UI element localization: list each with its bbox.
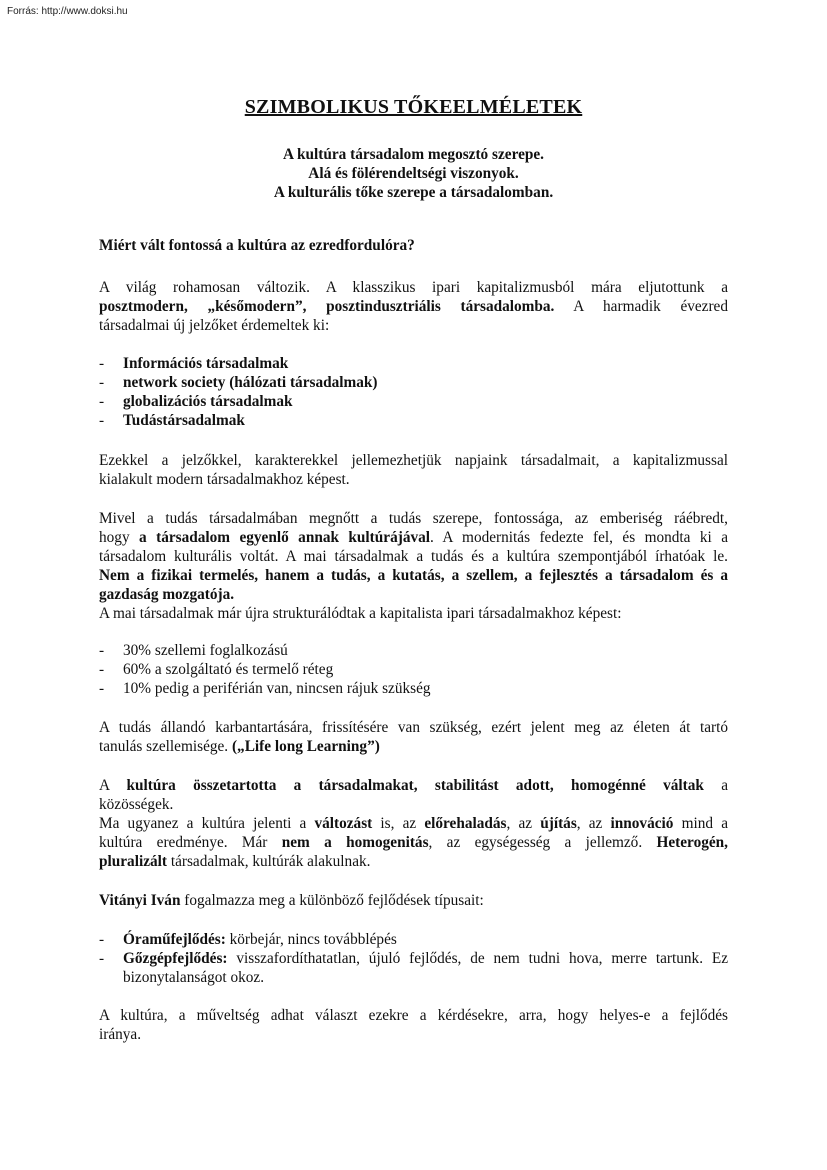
p7-line-1: A kultúra, a műveltség adhat választ ezekre a kérdésekre, arra, hogy helyes-e a fejlődés (99, 1007, 728, 1024)
p5-bold: Heterogén, (656, 834, 728, 851)
p5-bold: változást (314, 815, 373, 832)
p1-text: A harmadik évezred (554, 298, 728, 315)
p3-line-1: Mivel a tudás társadalmában megnőtt a tudás szerepe, fontossága, az emberiség ráébredt, (99, 510, 728, 527)
p3-line-5 (99, 585, 728, 604)
p1-line-1: A világ rohamosan változik. A klasszikus ipari kapitalizmusból mára eljutottunk a (99, 279, 728, 296)
list-item-text: Információs társadalmak (123, 355, 289, 372)
p5-bold: innováció (610, 815, 674, 832)
p5-line-1 (99, 776, 728, 795)
list-item-text: network society (hálózati társadalmak) (123, 374, 378, 391)
list-society-types (99, 354, 728, 430)
p3-bold: a társadalom egyenlő annak kultúrájával (139, 529, 431, 546)
p5-bold: kultúra összetartotta a társadalmakat, stabilitást adott, homogénné váltak (126, 777, 704, 794)
list-item-text: körbejár, nincs továbblépés (225, 931, 397, 948)
p5-text: Ma ugyanez a kultúra jelenti a (99, 815, 315, 832)
list-item (99, 373, 728, 392)
list-item-text: 10% pedig a periférián van, nincsen rájuk szükség (123, 680, 431, 697)
p5-text: a (703, 777, 728, 794)
p7-line-2: iránya. (99, 1026, 142, 1043)
dash-mark: - (99, 412, 105, 429)
paragraph-4 (99, 718, 728, 756)
list-development-types (99, 930, 728, 987)
p3-bold: Nem a fizikai termelés, hanem a tudás, a kutatás, a szellem, a fejlesztés a társadalom és a (99, 567, 728, 584)
list-item (99, 392, 728, 411)
p6-text: fogalmazza meg a különböző fejlődések típusait: (180, 892, 484, 909)
paragraph-7 (99, 1006, 728, 1044)
list-item-term: Gőzgépfejlődés: (123, 950, 228, 967)
dash-mark: - (99, 393, 105, 410)
p5-text: A (99, 777, 127, 794)
p5-bold: előrehaladás (424, 815, 507, 832)
dash-mark: - (99, 661, 105, 678)
p5-line-4 (99, 833, 728, 852)
paragraph-2 (99, 451, 728, 489)
list-structure (99, 641, 728, 698)
p3-line-3: társadalom kulturális voltát. A mai társadalmak a tudás és a kultúra szempontjából írhatóak le. (99, 548, 728, 565)
p3-line-4 (99, 566, 728, 585)
p2-line-2: kialakult modern társadalmakhoz képest. (99, 471, 350, 488)
p3-text: hogy (99, 529, 140, 546)
paragraph-1 (99, 278, 728, 335)
question-heading: Miért vált fontossá a kultúra az ezredfordulóra? (99, 237, 415, 254)
p6-line-1 (99, 891, 728, 910)
dash-mark: - (99, 950, 105, 967)
list-item-term: Óraműfejlődés: (123, 931, 226, 948)
p5-bold: nem a homogenitás (281, 834, 429, 851)
p5-line-5 (99, 852, 728, 871)
list-item-text: Tudástársadalmak (123, 412, 245, 429)
p3-line-2 (99, 528, 728, 547)
list-item (99, 949, 728, 987)
subtitle-3: A kulturális tőke szerepe a társadalomban. (273, 184, 554, 201)
list-item (99, 411, 728, 430)
list-item-text: globalizációs társadalmak (123, 393, 293, 410)
p1-line-3: társadalmai új jelzőket érdemeltek ki: (99, 317, 330, 334)
list-item-text: 30% szellemi foglalkozású (123, 642, 288, 659)
p5-line-2: közösségek. (99, 796, 174, 813)
p5-bold: pluralizált (99, 853, 167, 870)
p4-line-2 (99, 737, 728, 756)
dash-mark: - (99, 680, 105, 697)
p3-line-6: A mai társadalmak már újra strukturálódtak a kapitalista ipari társadalmakhoz képest: (99, 605, 622, 622)
p2-line-1: Ezekkel a jelzőkkel, karakterekkel jellemezhetjük napjaink társadalmait, a kapitalizmussal (99, 452, 728, 469)
p5-text: kultúra eredménye. Már (99, 834, 282, 851)
section-question (99, 236, 728, 255)
subtitles (99, 145, 728, 202)
dash-mark: - (99, 642, 105, 659)
p4-bold: („Life long Learning”) (231, 738, 380, 755)
paragraph-5 (99, 776, 728, 871)
list-item (99, 641, 728, 660)
dash-mark: - (99, 931, 105, 948)
p3-text: . A modernitás fedezte fel, és mondta ki a (430, 529, 729, 546)
list-item (99, 930, 728, 949)
p5-text: is, az (372, 815, 425, 832)
document-title: SZIMBOLIKUS TŐKEELMÉLETEK (244, 96, 583, 118)
source-url: Forrás: http://www.doksi.hu (7, 6, 128, 17)
subtitle-1: A kultúra társadalom megosztó szerepe. (282, 146, 544, 163)
subtitle-2: Alá és fölérendeltségi viszonyok. (308, 165, 519, 182)
list-item (99, 660, 728, 679)
list-item-text: 60% a szolgáltató és termelő réteg (123, 661, 334, 678)
p4-text: tanulás szellemisége. (99, 738, 232, 755)
p5-text: , az (506, 815, 541, 832)
list-item (99, 354, 728, 373)
p3-bold: gazdaság mozgatója. (99, 586, 235, 603)
p5-bold: újítás (540, 815, 577, 832)
p6-bold: Vitányi Iván (99, 892, 181, 909)
p4-line-1: A tudás állandó karbantartására, frissítésére van szükség, ezért jelent meg az életen át tartó (99, 719, 728, 736)
p1-line-2 (99, 297, 728, 316)
paragraph-6 (99, 891, 728, 910)
p5-text: , az egységesség a jellemző. (428, 834, 657, 851)
dash-mark: - (99, 374, 105, 391)
p5-text: , az (576, 815, 611, 832)
p1-bold: posztmodern, „későmodern”, posztindusztriális társadalomba. (99, 298, 555, 315)
p5-line-3 (99, 814, 728, 833)
dash-mark: - (99, 355, 105, 372)
p5-text: mind a (673, 815, 728, 832)
list-item (99, 679, 728, 698)
p5-text: társadalmak, kultúrák alakulnak. (167, 853, 371, 870)
list-item-text: visszafordíthatatlan, újuló fejlődés, de nem tudni hova, merre tartunk. Ez bizonytalanságot okoz. (123, 950, 728, 986)
paragraph-3 (99, 509, 728, 623)
